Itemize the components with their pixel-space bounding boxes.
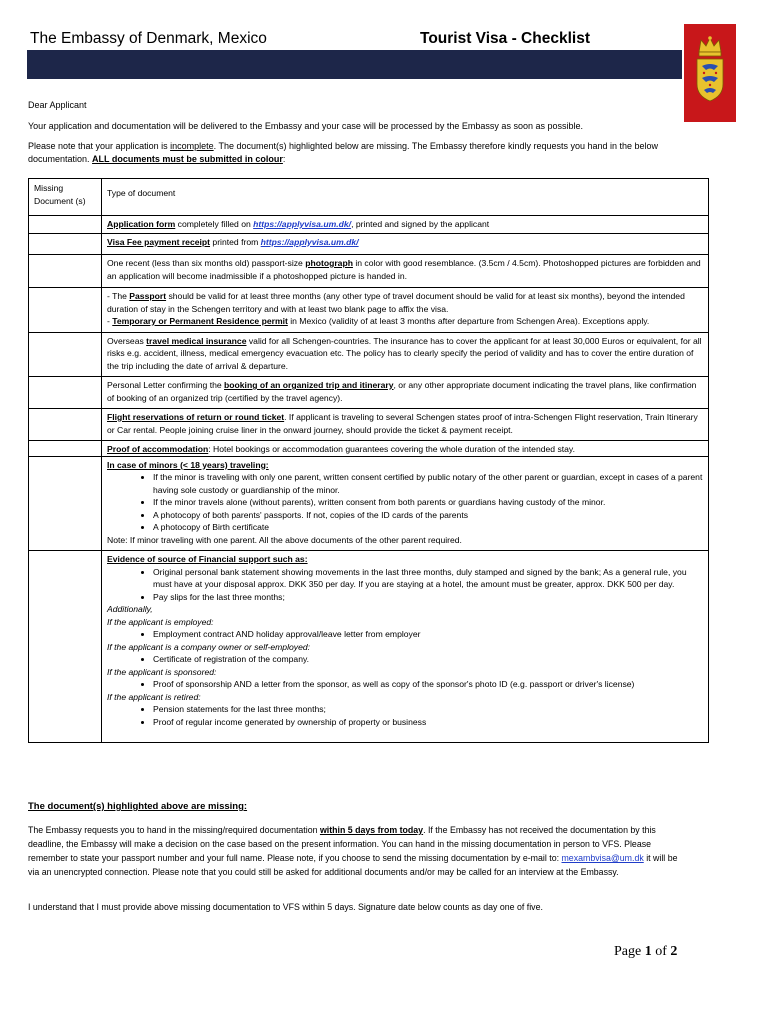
missing-checkbox-cell[interactable] (29, 216, 102, 234)
intro-paragraph: Your application and documentation will be delivered to the Embassy and your case will be processed by the Embassy as soon as possible. (28, 121, 583, 131)
list-item: • If the minor travels alone (without parents), written consent from both parents or guardians having custody of the minor. (153, 496, 703, 509)
insurance-item: Overseas travel medical insurance valid for all Schengen-countries. The insurance has to cover the applicant for at least 30,000 Euros or equivalent, for all risks e.g. accident, illness, medical emergency evacuation etc. The policy has to clearly specify the period of validity and has to cover the entire duration of the trip including the date of arrival & departure. (102, 332, 709, 377)
application-form-item: Application form completely filled on https://applyvisa.um.dk/, printed and signed by the applicant (102, 216, 709, 234)
checklist-table (28, 178, 709, 743)
missing-checkbox-cell[interactable] (29, 233, 102, 255)
missing-column-header: Missing Document (s) (29, 179, 102, 216)
page-number: Page 1 of 2 (614, 944, 678, 959)
incomplete-note: Please note that your application is incomplete. The document(s) highlighted below are missing. The Embassy therefore kindly requests you hand in the below documentation. ALL documents must be submitted in colour: (28, 141, 659, 164)
salutation: Dear Applicant (28, 100, 87, 110)
header-bar (27, 50, 682, 79)
table-row (29, 233, 709, 255)
type-column-header: Type of document (102, 179, 709, 216)
missing-checkbox-cell[interactable] (29, 377, 102, 409)
table-row (29, 456, 709, 551)
table-row (29, 409, 709, 441)
missing-checkbox-cell[interactable] (29, 441, 102, 457)
list-item: • Certificate of registration of the company. (153, 653, 703, 666)
missing-checkbox-cell[interactable] (29, 551, 102, 743)
list-item: • Proof of sponsorship AND a letter from the sponsor, as well as copy of the sponsor's photo ID (e.g. passport or driver's license) (153, 678, 703, 691)
page-title: The Embassy of Denmark, Mexico (30, 30, 267, 47)
table-row (29, 216, 709, 234)
list-item: • Pension statements for the last three months; (153, 703, 703, 716)
document-title: Tourist Visa - Checklist (420, 30, 590, 47)
missing-instructions: The Embassy requests you to hand in the missing/required documentation within 5 days from today. If the Embassy has not received the documentation by this deadline, the Embassy will make a decision on the case based on the present information. You can hand in the missing documentation in person to VFS. Please remember to state your passport number and your full name. Please note, if you choose to send the missing documentation by e-mail to: mexambvisa@um.dk it will be via an unencrypted connection. Please note that you could still be asked for additional documents and/or may be called for an interview at the Embassy. (28, 825, 678, 877)
list-item: • Proof of regular income generated by ownership of property or business (153, 716, 703, 729)
coat-of-arms-banner (684, 24, 736, 122)
table-row (29, 551, 709, 743)
missing-checkbox-cell[interactable] (29, 288, 102, 333)
missing-checkbox-cell[interactable] (29, 409, 102, 441)
visa-fee-item: Visa Fee payment receipt printed from https://applyvisa.um.dk/ (102, 233, 709, 255)
applyvisa-link[interactable]: https://applyvisa.um.dk/ (253, 219, 352, 229)
financial-support-item: Evidence of source of Financial support such as: • Original personal bank statement showing movements in the last three months, duly stamped and signed by the bank; As a general rule, you must have at your disposal approx. DKK 350 per day. If you are staying at a hotel, the amount must be greater, approx. DKK 500 per day. • Pay slips for the last three months; Additionally, If the applicant is employed: • Employment contract AND holiday approval/leave letter from employer If the applicant is a company owner or self-employed: • Certificate of registration of the company. If the applicant is sponsored: • Proof of sponsorship AND a letter from the sponsor, as well as copy of the sponsor's photo ID (e.g. passport or driver's license) If the applicant is retired: • Pension statements for the last three months; • Proof of regular income generated by ownership of property or business (102, 551, 709, 743)
flight-item: Flight reservations of return or round ticket. If applicant is traveling to several Schengen states proof of intra-Schengen Flight reservation, Train Itinerary or Car rental. People joining cruise liner in the onward journey, should provide the ticket & payment receipt. (102, 409, 709, 441)
itinerary-item: Personal Letter confirming the booking of an organized trip and itinerary, or any other appropriate document indicating the travel plans, like confirmation of booking of an organized trip (certified by the travel agency). (102, 377, 709, 409)
list-item: • Original personal bank statement showing movements in the last three months, duly stamped and signed by the bank; As a general rule, you must have at your disposal approx. DKK 350 per day. If you are staying at a hotel, the amount must be greater, approx. DKK 500 per day. (153, 566, 703, 591)
list-item: • A photocopy of Birth certificate (153, 521, 703, 534)
list-item: • If the minor is traveling with only one parent, written consent certified by public notary of the other parent or guardian, except in cases of a parent having sole custody or guardianship of the minor. (153, 471, 703, 496)
table-row (29, 288, 709, 333)
table-header-row (29, 179, 709, 216)
table-row (29, 377, 709, 409)
missing-checkbox-cell[interactable] (29, 456, 102, 551)
list-item: • A photocopy of both parents' passports. If not, copies of the ID cards of the parents (153, 509, 703, 522)
missing-heading: The document(s) highlighted above are missing: (28, 801, 248, 812)
crown-shield-icon (694, 34, 726, 104)
email-link[interactable]: mexambvisa@um.dk (561, 853, 644, 863)
applyvisa-link[interactable]: https://applyvisa.um.dk/ (260, 236, 359, 247)
table-row (29, 255, 709, 288)
list-item: • Employment contract AND holiday approval/leave letter from employer (153, 628, 703, 641)
acknowledgement-text: I understand that I must provide above missing documentation to VFS within 5 days. Signature date below counts as day one of five. (28, 902, 543, 912)
passport-item: - The Passport should be valid for at least three months (any other type of travel document should be valid for at least six months), beyond the intended duration of stay in the Schengen territory and with at least two blank page to affix the visa. - Temporary or Permanent Residence permit in Mexico (validity of at least 3 months after departure from Schengen Area). Exceptions apply. (102, 288, 709, 333)
photograph-item: One recent (less than six months old) passport-size photograph in color with good resemblance. (3.5cm / 4.5cm). Photoshopped pictures are forbidden and an application will become inadmissible if a photoshopped picture is handed in. (102, 255, 709, 288)
missing-checkbox-cell[interactable] (29, 255, 102, 288)
table-row (29, 441, 709, 457)
table-row (29, 332, 709, 377)
list-item: • Pay slips for the last three months; (153, 591, 703, 604)
minors-item: In case of minors (< 18 years) traveling: • If the minor is traveling with only one parent, written consent certified by public notary of the other parent or guardian, except in cases of a parent having sole custody or guardianship of the minor. • If the minor travels alone (without parents), written consent from both parents or guardians having custody of the minor. • A photocopy of both parents' passports. If not, copies of the ID cards of the parents • A photocopy of Birth certificate Note: If minor traveling with one parent. All the above documents of the other parent required. (102, 456, 709, 551)
accommodation-item: Proof of accommodation: Hotel bookings or accommodation guarantees covering the whole duration of the intended stay. (102, 441, 709, 457)
missing-checkbox-cell[interactable] (29, 332, 102, 377)
